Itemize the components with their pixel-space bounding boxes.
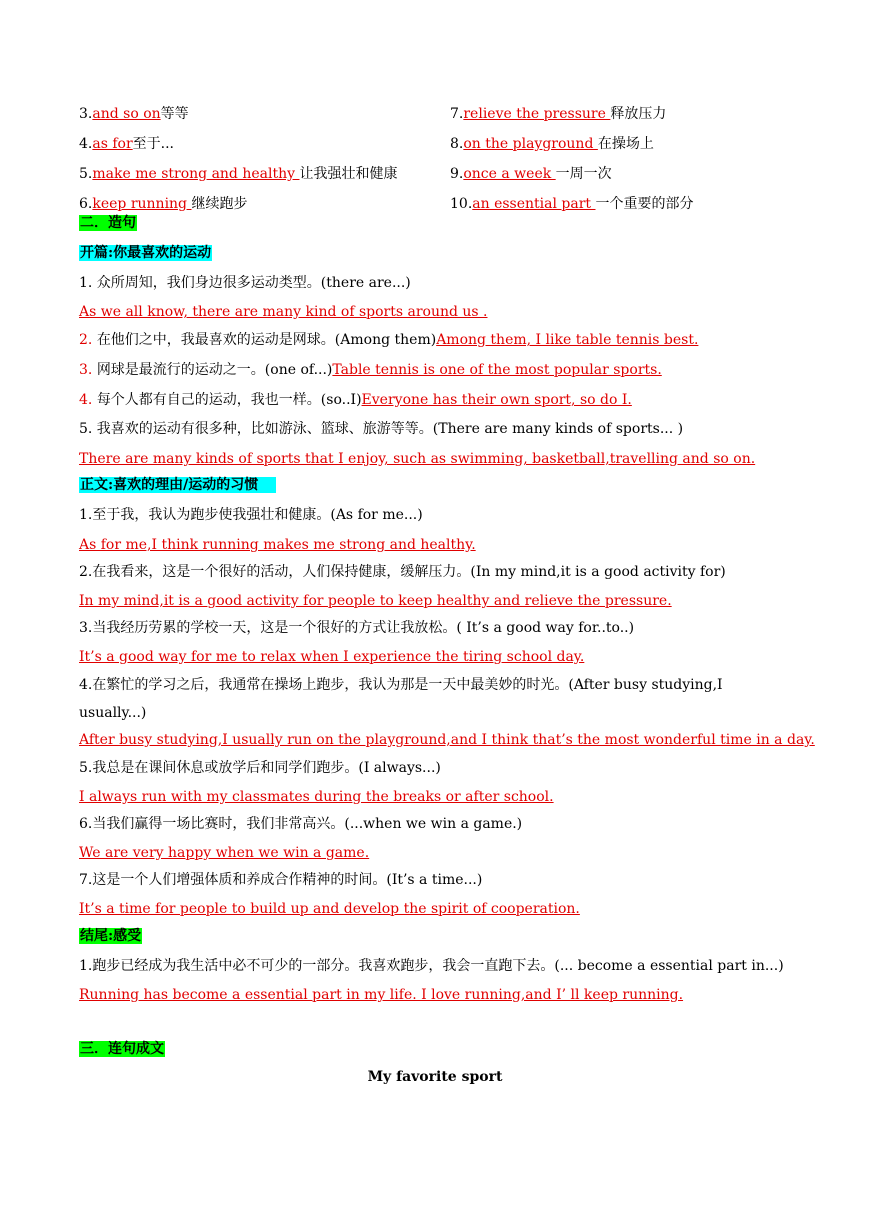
section-heading: 二．造句 [80,215,136,231]
question: 7.这是一个人们增强体质和养成合作精神的时间。(It’s a time...) [79,872,483,888]
question-answer: 2. 在他们之中，我最喜欢的运动是网球。(Among them)Among them, I like table tennis best. [79,332,699,348]
phrase-item: 4.as for至于... [79,136,175,152]
phrase-item: 10.an essential part 一个重要的部分 [450,196,694,212]
phrase-item: 9.once a week 一周一次 [450,166,612,182]
question-answer: 4. 每个人都有自己的运动，我也一样。(so..I)Everyone has their own sport, so do I. [79,392,632,408]
answer: Running has become a essential part in my life. I love running,and I’ ll keep running. [79,987,684,1003]
answer: In my mind,it is a good activity for people to keep healthy and relieve the pressure. [79,593,672,609]
question: 6.当我们赢得一场比赛时，我们非常高兴。(...when we win a game.) [79,816,523,832]
question: usually...) [79,705,147,721]
essay-title: My favorite sport [367,1069,503,1085]
phrase-item: 3.and so on等等 [79,106,189,122]
answer: After busy studying,I usually run on the playground,and I think that’s the most wonderful time in a day. [79,732,815,748]
question-answer: 3. 网球是最流行的运动之一。(one of...)Table tennis is one of the most popular sports. [79,362,662,378]
question: 5. 我喜欢的运动有很多种，比如游泳、篮球、旅游等等。(There are many kinds of sports... ) [79,421,684,437]
phrase-item: 6.keep running 继续跑步 [79,196,248,212]
answer: It’s a good way for me to relax when I experience the tiring school day. [79,649,585,665]
phrase-item: 5.make me strong and healthy 让我强壮和健康 [79,166,398,182]
subsection-heading: 正文:喜欢的理由/运动的习惯 [79,475,276,495]
phrase-item: 8.on the playground 在操场上 [450,136,654,152]
answer: I always run with my classmates during the breaks or after school. [79,789,554,805]
question: 1. 众所周知，我们身边很多运动类型。(there are...) [79,275,411,291]
phrase-item: 7.relieve the pressure 释放压力 [450,106,667,122]
answer: As for me,I think running makes me strong and healthy. [79,537,476,553]
answer: It’s a time for people to build up and develop the spirit of cooperation. [79,901,580,917]
question: 5.我总是在课间休息或放学后和同学们跑步。(I always...) [79,760,441,776]
subsection-heading: 结尾:感受 [80,928,142,944]
question: 4.在繁忙的学习之后，我通常在操场上跑步，我认为那是一天中最美妙的时光。(After busy studying,I [79,677,723,693]
subsection-heading: 开篇:你最喜欢的运动 [80,245,212,261]
section-heading: 三．连句成文 [80,1041,164,1057]
question: 3.当我经历劳累的学校一天，这是一个很好的方式让我放松。( It’s a good way for..to..) [79,620,635,636]
question: 1.跑步已经成为我生活中必不可少的一部分。我喜欢跑步，我会一直跑下去。(... become a essential part in...) [79,958,784,974]
answer: We are very happy when we win a game. [79,845,370,861]
answer: There are many kinds of sports that I enjoy, such as swimming, basketball,travelling and so on. [79,451,756,467]
question: 2.在我看来，这是一个很好的活动，人们保持健康，缓解压力。(In my mind,it is a good activity for) [79,564,726,580]
question: 1.至于我，我认为跑步使我强壮和健康。(As for me...) [79,507,423,523]
answer: As we all know, there are many kind of sports around us . [79,304,488,320]
